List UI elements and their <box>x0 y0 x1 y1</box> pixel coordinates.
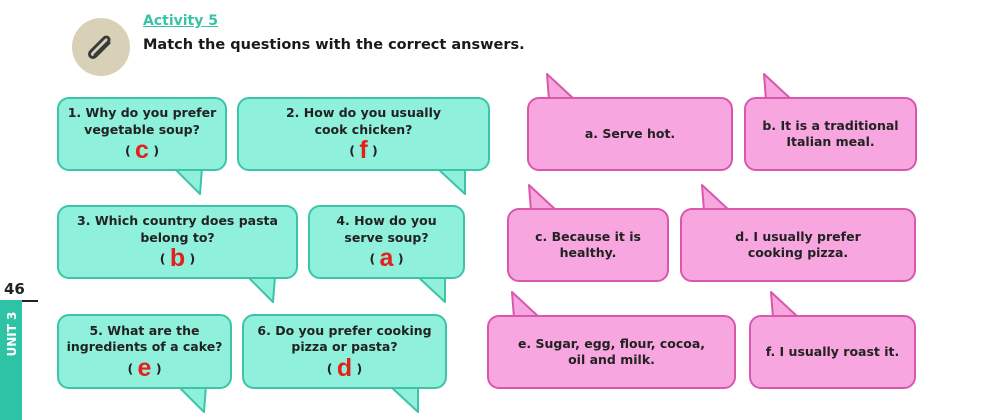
close-paren: ) <box>356 360 363 376</box>
handwritten-answer: f <box>359 136 368 164</box>
activity-badge <box>72 18 130 76</box>
open-paren: ( <box>326 360 333 376</box>
answer-text-line2: oil and milk. <box>568 352 655 367</box>
question-6-tail <box>388 386 428 416</box>
answer-c-tail <box>527 181 563 211</box>
close-paren: ) <box>189 251 196 266</box>
question-2-tail <box>435 168 475 198</box>
answer-slot[interactable] <box>127 353 162 382</box>
question-5-tail <box>176 386 216 416</box>
question-text-line1: 3. Which country does pasta <box>77 213 278 228</box>
question-text-line2: cook chicken? <box>314 121 413 137</box>
answer-text-line1: e. Sugar, egg, flour, cocoa, <box>517 335 706 351</box>
close-paren: ) <box>397 251 404 266</box>
question-text-line2: belong to? <box>140 229 215 245</box>
question-text-line2: serve soup? <box>344 229 429 245</box>
unit-label: UNIT 3 <box>5 311 19 357</box>
answer-a-tail <box>545 70 581 100</box>
question-text-line1: 4. How do you <box>336 213 437 228</box>
answer-text-line1: b. It is a traditional <box>762 117 899 133</box>
answer-slot[interactable] <box>326 353 363 382</box>
answer-slot[interactable] <box>125 138 159 163</box>
question-text-line2: ingredients of a cake? <box>66 339 223 354</box>
answer-b-tail <box>762 70 798 100</box>
question-text-line2: pizza or pasta? <box>291 339 398 354</box>
question-1-tail <box>172 168 212 198</box>
question-bubble-2 <box>237 97 490 171</box>
answer-bubble-c <box>507 208 669 282</box>
close-paren: ) <box>155 360 162 376</box>
handwritten-answer: c <box>135 136 149 164</box>
question-bubble-5 <box>57 314 232 389</box>
open-paren: ( <box>159 251 166 266</box>
answer-text-line2: cooking pizza. <box>747 245 849 260</box>
handwritten-answer: b <box>169 244 186 272</box>
question-text-line1: 1. Why do you prefer <box>67 105 217 120</box>
open-paren: ( <box>349 143 355 158</box>
question-text-line2: vegetable soup? <box>84 121 200 137</box>
instruction-text: Match the questions with the correct answers. <box>143 37 525 53</box>
answer-slot[interactable] <box>349 138 377 163</box>
handwritten-answer: e <box>137 353 152 382</box>
open-paren: ( <box>127 360 134 376</box>
page-number: 46 <box>4 280 25 298</box>
answer-bubble-a <box>527 97 733 171</box>
answer-text-line2: Italian meal. <box>786 134 875 149</box>
answer-bubble-e <box>487 315 736 389</box>
answer-slot[interactable] <box>369 246 403 271</box>
answer-text-line1: d. I usually prefer <box>735 228 861 244</box>
answer-d-tail <box>700 181 736 211</box>
answer-bubble-f <box>749 315 916 389</box>
answer-e-tail <box>510 288 546 318</box>
question-bubble-4 <box>308 205 465 279</box>
open-paren: ( <box>369 251 376 266</box>
question-bubble-6 <box>242 314 447 389</box>
answer-bubble-d <box>680 208 916 282</box>
answer-text-line1: f. I usually roast it. <box>765 343 900 359</box>
answer-slot[interactable] <box>160 246 195 271</box>
question-3-tail <box>245 276 285 306</box>
handwritten-answer: a <box>379 244 394 272</box>
answer-text-line1: c. Because it is <box>535 228 641 244</box>
question-text-line1: 2. How do you usually <box>285 105 441 120</box>
paperclip-icon <box>81 27 121 67</box>
answer-f-tail <box>769 288 805 318</box>
question-bubble-1 <box>57 97 227 171</box>
close-paren: ) <box>372 143 378 158</box>
handwritten-answer: d <box>336 353 353 382</box>
question-4-tail <box>415 276 455 306</box>
answer-text-line1: a. Serve hot. <box>584 125 676 141</box>
open-paren: ( <box>124 143 131 158</box>
question-text-line1: 6. Do you prefer cooking <box>257 322 432 338</box>
question-text-line1: 5. What are the <box>89 322 200 338</box>
activity-title: Activity 5 <box>143 13 218 29</box>
question-bubble-3 <box>57 205 298 279</box>
close-paren: ) <box>153 143 160 158</box>
answer-text-line2: healthy. <box>559 245 617 260</box>
answer-bubble-b <box>744 97 917 171</box>
